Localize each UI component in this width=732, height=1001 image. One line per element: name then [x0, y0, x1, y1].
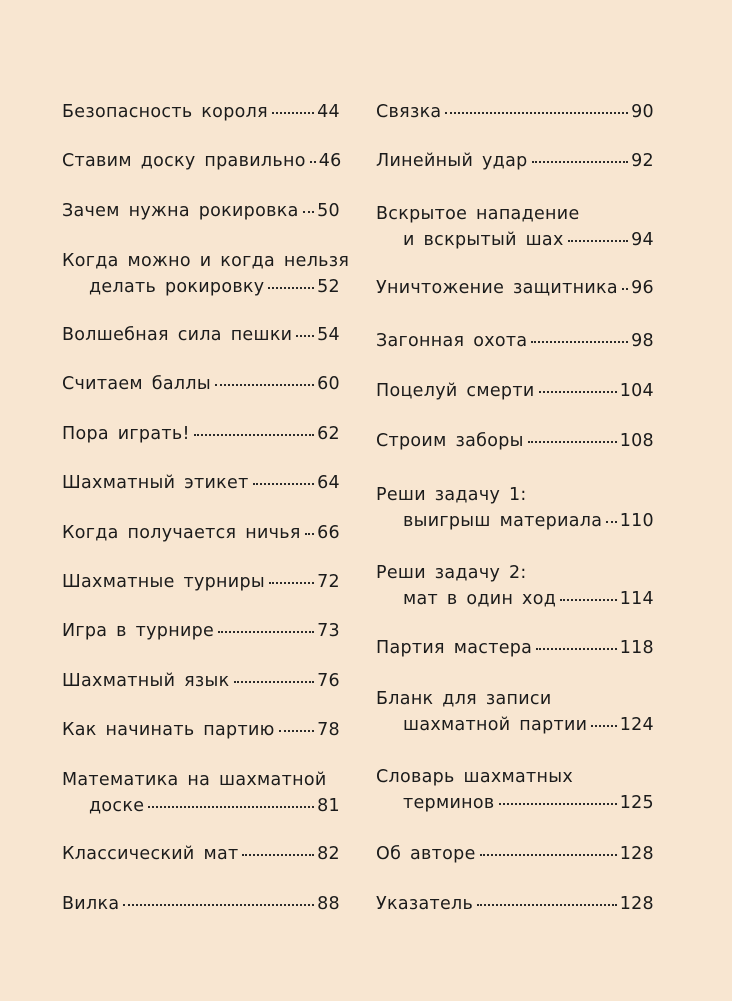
toc-entry-line [376, 764, 654, 790]
toc-entry[interactable] [376, 428, 654, 454]
toc-page-number: 118 [619, 638, 654, 658]
toc-entry-title: Безопасность короля [62, 102, 268, 122]
toc-entry-line [62, 248, 350, 274]
toc-page-number: 98 [631, 331, 654, 351]
toc-entry-title: Ставим доску правильно [62, 151, 306, 171]
toc-entry[interactable] [62, 520, 340, 546]
toc-entry-title: Строим заборы [376, 431, 524, 451]
toc-page-number: 124 [619, 715, 654, 735]
toc-entry-title: Как начинать партию [62, 720, 275, 740]
toc-entry[interactable] [376, 891, 654, 917]
toc-entry[interactable] [62, 248, 350, 300]
toc-page-number: 66 [317, 523, 340, 543]
toc-entry[interactable] [62, 148, 340, 174]
toc-page-number: 108 [619, 431, 654, 451]
toc-page-number: 62 [317, 424, 340, 444]
toc-entry-title: выигрыш материала [403, 511, 603, 531]
toc-entry-title: Бланк для записи [376, 689, 552, 709]
toc-entry-line [62, 99, 340, 125]
dot-leader [539, 391, 617, 393]
dot-leader [123, 904, 314, 906]
toc-entry-line [62, 569, 340, 595]
toc-entry[interactable] [376, 635, 654, 661]
dot-leader [480, 854, 617, 856]
toc-entry-title: Волшебная сила пешки [62, 325, 293, 345]
toc-entry-line [62, 767, 340, 793]
dot-leader [622, 288, 628, 290]
toc-entry-title: и вскрытый шах [403, 230, 564, 250]
toc-entry-title: Математика на шахматной [62, 770, 327, 790]
toc-page-number: 128 [619, 894, 654, 914]
dot-leader [272, 112, 314, 114]
toc-entry-line [62, 668, 340, 694]
toc-page-number: 125 [619, 793, 654, 813]
toc-entry-line [62, 793, 340, 819]
toc-entry-title: Пора играть! [62, 424, 190, 444]
dot-leader [194, 434, 314, 436]
toc-entry-title: Уничтожение защитника [376, 278, 618, 298]
toc-entry-line [376, 328, 654, 354]
toc-entry-title: Реши задачу 2: [376, 563, 527, 583]
dot-leader [218, 631, 314, 633]
toc-entry[interactable] [62, 841, 340, 867]
toc-entry-line [62, 421, 340, 447]
dot-leader [242, 854, 314, 856]
toc-page-number: 94 [631, 230, 654, 250]
dot-leader [310, 161, 316, 163]
toc-entry[interactable] [62, 470, 340, 496]
toc-entry-title: Об авторе [376, 844, 476, 864]
toc-entry-title: Вскрытое нападение [376, 204, 580, 224]
toc-entry-title: Реши задачу 1: [376, 485, 527, 505]
toc-page-number: 50 [317, 201, 340, 221]
dot-leader [477, 904, 617, 906]
toc-page-number: 128 [619, 844, 654, 864]
toc-page-number: 104 [619, 381, 654, 401]
dot-leader [148, 806, 314, 808]
toc-entry[interactable] [62, 668, 340, 694]
toc-page-number: 76 [317, 671, 340, 691]
toc-page-number: 46 [318, 151, 342, 171]
toc-entry[interactable] [376, 841, 654, 867]
dot-leader [269, 582, 314, 584]
toc-entry[interactable] [62, 371, 340, 397]
toc-entry-line [376, 275, 654, 301]
toc-entry-title: Связка [376, 102, 442, 122]
toc-entry-line [376, 428, 654, 454]
dot-leader [305, 533, 314, 535]
toc-entry-title: Шахматный язык [62, 671, 230, 691]
dot-leader [303, 211, 315, 213]
toc-page-number: 110 [619, 511, 654, 531]
dot-leader [296, 335, 314, 337]
toc-entry-line [376, 227, 654, 253]
toc-page-number: 78 [317, 720, 340, 740]
toc-entry[interactable] [62, 421, 340, 447]
toc-page-number: 64 [317, 473, 340, 493]
toc-entry-line [376, 201, 654, 227]
toc-entry[interactable] [62, 198, 340, 224]
toc-entry-line [376, 712, 654, 738]
dot-leader [560, 599, 617, 601]
toc-entry-title: Указатель [376, 894, 474, 914]
toc-entry-line [62, 717, 340, 743]
toc-entry[interactable] [376, 328, 654, 354]
toc-entry-title: делать рокировку [89, 277, 265, 297]
toc-entry-line [62, 470, 340, 496]
toc-entry-line [62, 274, 340, 300]
toc-entry-line [62, 520, 340, 546]
dot-leader [499, 803, 617, 805]
toc-entry-line [62, 841, 340, 867]
toc-entry[interactable] [376, 99, 654, 125]
toc-entry[interactable] [376, 764, 654, 816]
toc-page-number: 92 [631, 151, 654, 171]
toc-entry-line [376, 586, 654, 612]
toc-entry-title: Словарь шахматных [376, 767, 574, 787]
toc-entry[interactable] [376, 201, 654, 253]
toc-entry-title: Линейный удар [376, 151, 528, 171]
toc-entry-title: мат в один ход [403, 589, 557, 609]
toc-entry-title: Вилка [62, 894, 120, 914]
toc-page-number: 60 [317, 374, 340, 394]
toc-entry-title: Загонная охота [376, 331, 528, 351]
dot-leader [268, 287, 314, 289]
toc-entry-title: Когда получается ничья [62, 523, 301, 543]
toc-entry-title: терминов [403, 793, 495, 813]
toc-entry[interactable] [376, 686, 654, 738]
toc-page-number: 52 [317, 277, 340, 297]
toc-entry[interactable] [376, 560, 654, 612]
toc-entry[interactable] [62, 618, 340, 644]
toc-entry-line [376, 560, 654, 586]
toc-entry-line [376, 686, 654, 712]
toc-entry[interactable] [376, 148, 654, 174]
toc-entry-line [62, 148, 340, 174]
toc-entry-line [376, 482, 654, 508]
toc-entry-line [376, 99, 654, 125]
dot-leader [234, 681, 315, 683]
toc-page-number: 72 [317, 572, 340, 592]
toc-entry-title: Игра в турнире [62, 621, 215, 641]
toc-entry-line [62, 371, 340, 397]
dot-leader [445, 112, 628, 114]
toc-entry-title: Партия мастера [376, 638, 533, 658]
toc-entry-title: Считаем баллы [62, 374, 211, 394]
toc-page-number: 54 [317, 325, 340, 345]
toc-entry-title: Шахматные турниры [62, 572, 266, 592]
dot-leader [528, 441, 617, 443]
toc-entry-title: Шахматный этикет [62, 473, 249, 493]
toc-entry-line [376, 508, 654, 534]
dot-leader [606, 521, 616, 523]
dot-leader [591, 725, 616, 727]
toc-entry-title: доске [89, 796, 145, 816]
toc-page-number: 88 [317, 894, 340, 914]
toc-entry-title: Зачем нужна рокировка [62, 201, 299, 221]
toc-entry[interactable] [376, 378, 654, 404]
toc-entry[interactable] [62, 891, 340, 917]
toc-entry-title: Когда можно и когда нельзя [62, 251, 350, 271]
dot-leader [568, 240, 629, 242]
toc-page-number: 81 [317, 796, 340, 816]
toc-page-number: 96 [631, 278, 654, 298]
toc-entry-line [376, 378, 654, 404]
toc-page-number: 114 [619, 589, 654, 609]
toc-entry-title: шахматной партии [403, 715, 588, 735]
toc-entry-line [376, 790, 654, 816]
toc-entry-title: Классический мат [62, 844, 239, 864]
dot-leader [536, 648, 616, 650]
toc-entry[interactable] [62, 322, 340, 348]
dot-leader [531, 341, 628, 343]
toc-entry[interactable] [62, 99, 340, 125]
dot-leader [253, 483, 315, 485]
toc-entry[interactable] [62, 569, 340, 595]
toc-entry-title: Поцелуй смерти [376, 381, 535, 401]
toc-entry[interactable] [62, 717, 340, 743]
toc-page-number: 44 [317, 102, 340, 122]
toc-entry-line [376, 841, 654, 867]
toc-page-number: 90 [631, 102, 654, 122]
toc-entry-line [376, 148, 654, 174]
toc-entry-line [376, 635, 654, 661]
dot-leader [215, 384, 314, 386]
toc-entry-line [62, 891, 340, 917]
toc-entry[interactable] [376, 482, 654, 534]
dot-leader [279, 730, 314, 732]
toc-page-number: 73 [317, 621, 340, 641]
toc-entry-line [376, 891, 654, 917]
dot-leader [532, 161, 629, 163]
toc-entry-line [62, 322, 340, 348]
toc-entry[interactable] [62, 767, 340, 819]
toc-page-number: 82 [317, 844, 340, 864]
toc-entry-line [62, 618, 340, 644]
toc-entry[interactable] [376, 275, 654, 301]
toc-entry-line [62, 198, 340, 224]
